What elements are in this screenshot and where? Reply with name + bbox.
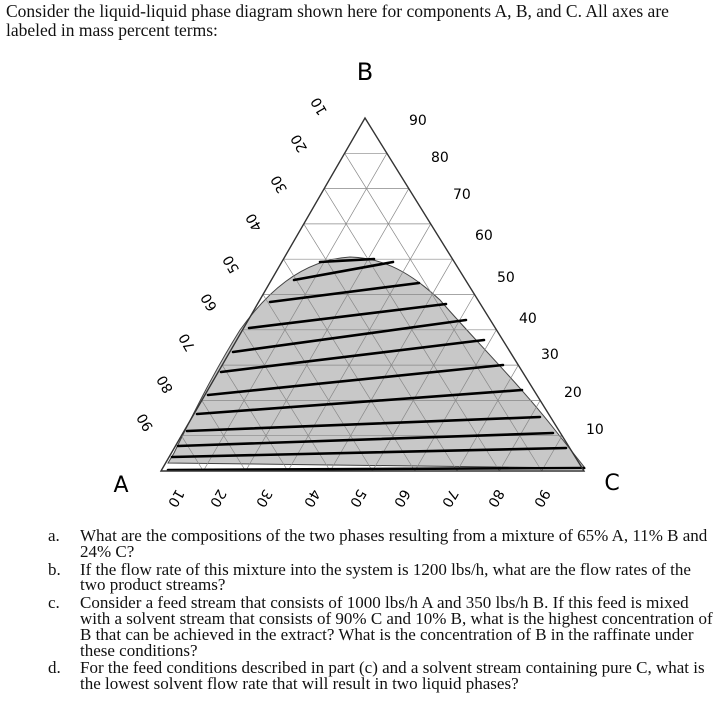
left-axis-label: 70 <box>176 330 199 354</box>
right-axis-label: 20 <box>564 385 582 401</box>
left-axis-label: 50 <box>220 252 243 276</box>
ternary-phase-diagram <box>0 50 725 520</box>
question-text: What are the compositions of the two phases resulting from a mixture of 65% A, 11% B and 24% C? <box>80 526 708 561</box>
question-text: If the flow rate of this mixture into the system is 1200 lbs/h, what are the flow rates of the two product streams? <box>80 559 691 595</box>
right-axis-label: 40 <box>519 311 537 327</box>
right-axis-label: 90 <box>409 113 427 129</box>
problem-intro: Consider the liquid-liquid phase diagram shown here for components A, B, and C. All axes are labeled in mass percent terms: <box>6 1 669 40</box>
question-letter: a. <box>48 526 60 545</box>
bottom-axis-label: 40 <box>300 486 323 510</box>
bottom-axis-label: 20 <box>206 486 229 510</box>
question-letter: d. <box>48 658 61 678</box>
bottom-axis-label: 50 <box>346 486 369 510</box>
right-axis-label: 80 <box>431 150 449 166</box>
left-axis-label: 20 <box>288 131 311 155</box>
bottom-axis-label: 80 <box>484 486 507 510</box>
right-axis-label: 10 <box>586 422 604 438</box>
right-axis-label: 60 <box>475 228 493 244</box>
left-axis-label: 30 <box>268 172 291 196</box>
left-axis-label: 80 <box>154 372 177 396</box>
left-axis-label: 60 <box>198 290 221 314</box>
right-axis-label: 70 <box>453 187 471 203</box>
bottom-axis-label: 30 <box>252 486 275 510</box>
bottom-axis-labels <box>164 486 553 509</box>
vertex-label-b: B <box>356 58 374 86</box>
question-letter: c. <box>48 593 60 613</box>
question-d <box>48 660 720 692</box>
question-letter: b. <box>48 559 61 579</box>
vertex-label-a: A <box>113 473 129 498</box>
left-axis-label: 40 <box>243 210 266 234</box>
bottom-axis-label: 90 <box>530 486 553 510</box>
question-text: For the feed conditions described in part (c) and a solvent stream containing pure C, what is the lowest solvent flow rate that will result in two liquid phases? <box>80 658 705 694</box>
left-axis-label: 10 <box>308 94 331 118</box>
question-text: Consider a feed stream that consists of 1000 lbs/h A and 350 lbs/h B. If this feed is mixed with a solvent stream that consists of 90% C and 10% B, what is the highest concentration of B that can be achieved in the extract? What is the concentration of B in the raffinate under these conditions? <box>80 593 713 660</box>
question-c <box>48 595 720 658</box>
left-axis-label: 90 <box>134 410 157 434</box>
question-list <box>48 528 720 694</box>
right-axis-label: 50 <box>497 270 515 286</box>
bottom-axis-label: 70 <box>438 486 461 510</box>
bottom-axis-label: 60 <box>390 486 413 510</box>
question-a <box>48 528 720 560</box>
tie-line <box>168 468 584 470</box>
question-b <box>48 559 720 595</box>
bottom-axis-label: 10 <box>164 486 187 510</box>
vertex-label-c: C <box>604 471 620 496</box>
right-axis-label: 30 <box>541 347 559 363</box>
